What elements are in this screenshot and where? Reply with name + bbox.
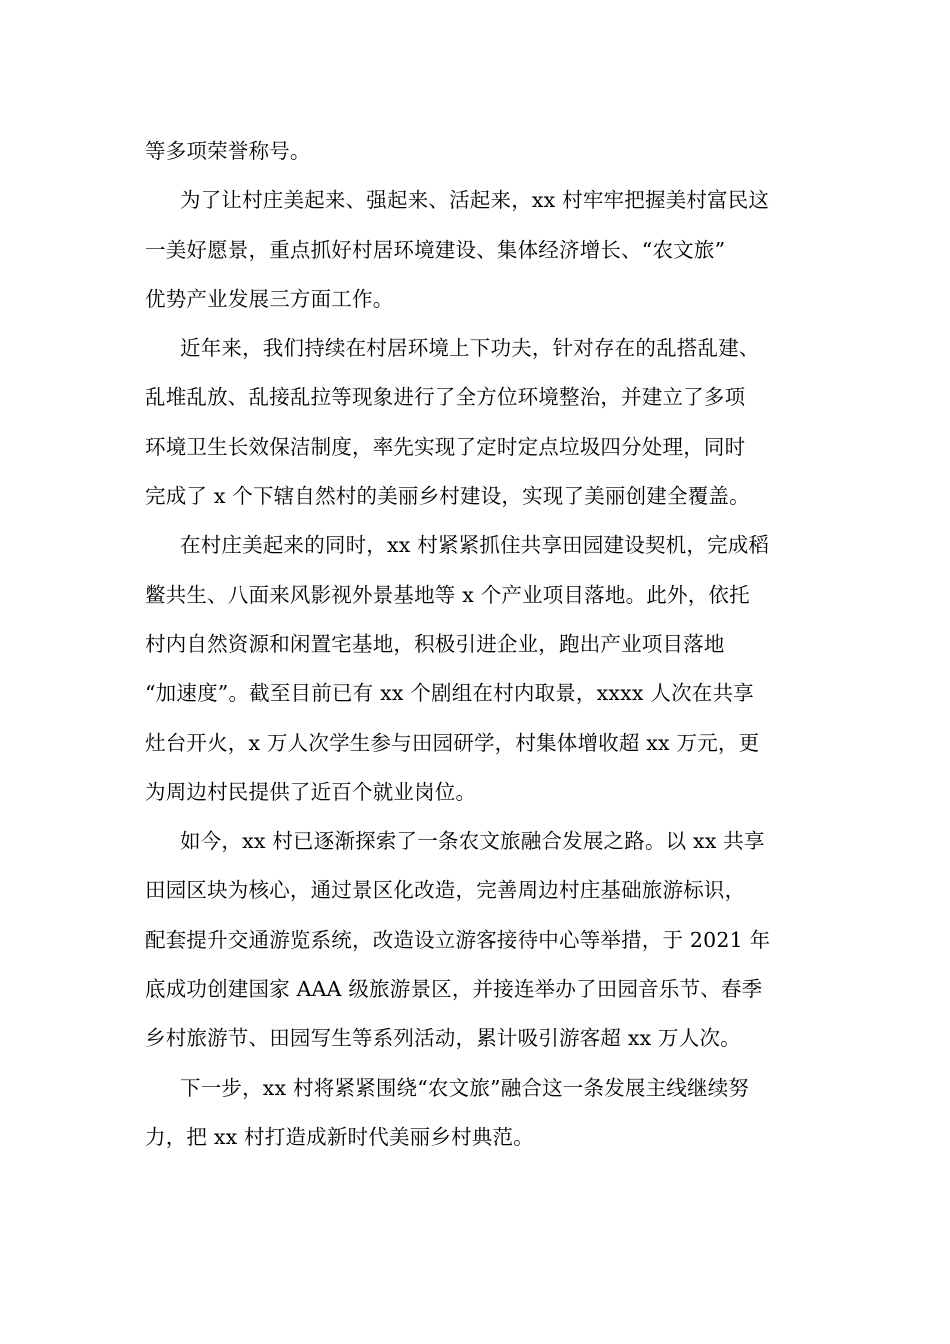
text-line: 村内自然资源和闲置宅基地，积极引进企业，跑出产业项目落地 [145, 631, 725, 656]
document-body [145, 127, 809, 1162]
text-line: 为周边村民提供了近百个就业岗位。 [145, 779, 477, 804]
paragraph-first-line: 为了让村庄美起来、强起来、活起来，xx 村牢牢把握美村富民这 [180, 188, 770, 213]
text-line: 配套提升交通游览系统，改造设立游客接待中心等举措，于 2021 年 [145, 927, 771, 952]
paragraph-first-line: 近年来，我们持续在村居环境上下功夫，针对存在的乱搭乱建、 [180, 336, 760, 361]
paragraph-first-line: 在村庄美起来的同时，xx 村紧紧抓住共享田园建设契机，完成稻 [180, 533, 770, 558]
text-line: 底成功创建国家 AAA 级旅游景区，并接连举办了田园音乐节、春季 [145, 977, 763, 1002]
text-line: 完成了 x 个下辖自然村的美丽乡村建设，实现了美丽创建全覆盖。 [145, 484, 750, 509]
text-line: 优势产业发展三方面工作。 [145, 286, 394, 311]
text-line: 灶台开火，x 万人次学生参与田园研学，村集体增收超 xx 万元，更 [145, 730, 760, 755]
text-line: 田园区块为核心，通过景区化改造，完善周边村庄基础旅游标识， [145, 878, 746, 903]
text-line: 一美好愿景，重点抓好村居环境建设、集体经济增长、“农文旅” [145, 237, 726, 262]
text-line: 等多项荣誉称号。 [145, 139, 311, 163]
text-line: 乱堆乱放、乱接乱拉等现象进行了全方位环境整治，并建立了多项 [145, 385, 746, 410]
paragraph-first-line: 如今，xx 村已逐渐探索了一条农文旅融合发展之路。以 xx 共享 [180, 829, 765, 854]
text-line: “加速度”。截至目前已有 xx 个剧组在村内取景，xxxx 人次在共享 [145, 681, 754, 706]
text-line: 力，把 xx 村打造成新时代美丽乡村典范。 [145, 1124, 534, 1149]
paragraph-first-line: 下一步，xx 村将紧紧围绕“农文旅”融合这一条发展主线继续努 [180, 1075, 750, 1100]
text-line: 乡村旅游节、田园写生等系列活动，累计吸引游客超 xx 万人次。 [145, 1026, 741, 1051]
text-line: 鳖共生、八面来风影视外景基地等 x 个产业项目落地。此外，依托 [145, 582, 750, 607]
text-line: 环境卫生长效保洁制度，率先实现了定时定点垃圾四分处理，同时 [145, 434, 746, 459]
